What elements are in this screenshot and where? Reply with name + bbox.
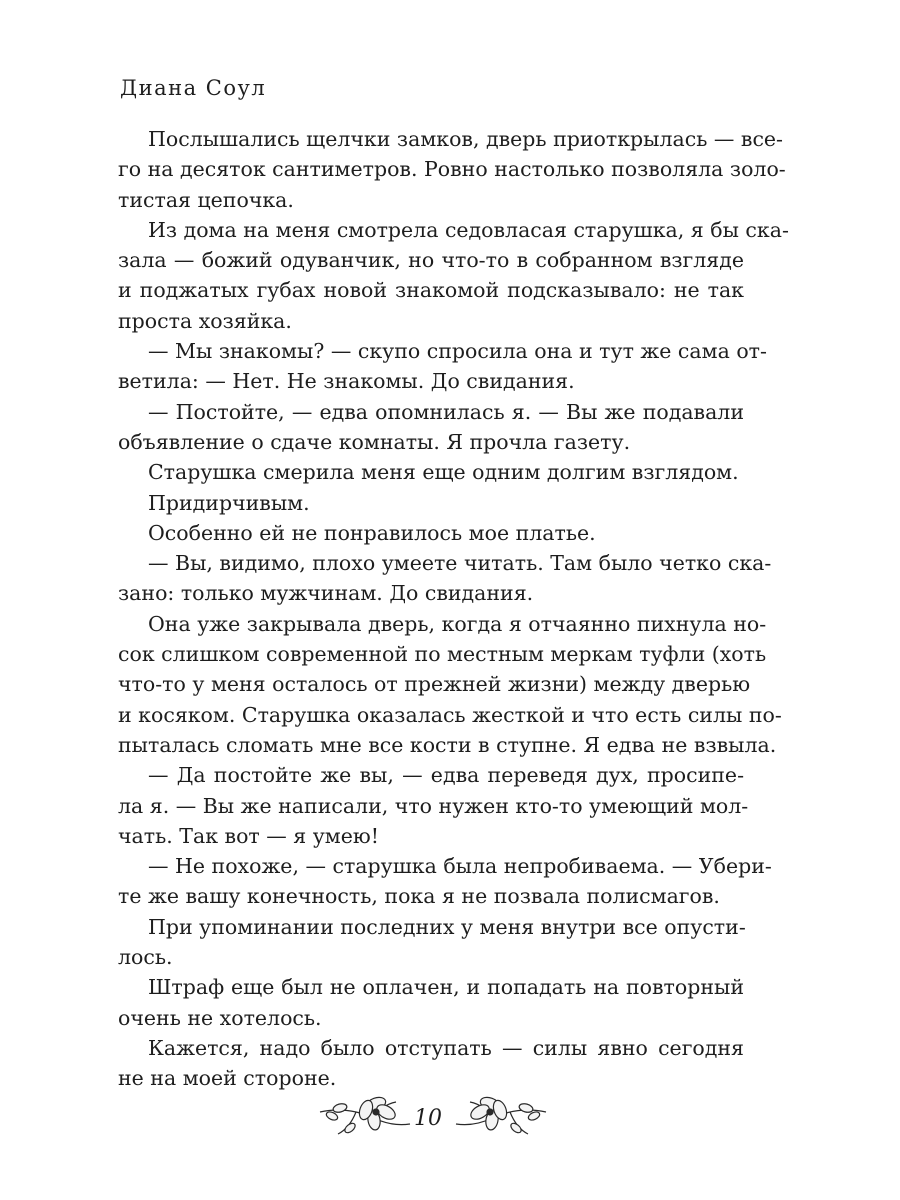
text-line: Особенно ей не понравилось мое платье. xyxy=(148,520,596,545)
text-line: ветила: — Нет. Не знакомы. До свидания. xyxy=(118,369,575,394)
running-header-author: Диана Соул xyxy=(120,76,267,100)
magnolia-branch-icon xyxy=(316,1082,412,1142)
text-line: пыталась сломать мне все кости в ступне. Я едва не взвыла. xyxy=(118,732,777,757)
text-line: очень не хотелось. xyxy=(118,1005,322,1030)
text-line: — Вы, видимо, плохо умеете читать. Там было четко ска- xyxy=(148,551,772,576)
text-line: те же вашу конечность, пока я не позвала полисмагов. xyxy=(118,884,720,909)
text-line: Придирчивым. xyxy=(148,490,310,515)
text-line: зала — божий одуванчик, но что-то в собранном взгляде xyxy=(118,248,744,273)
text-line: проста хозяйка. xyxy=(118,308,292,333)
text-line: При упоминании последних у меня внутри все опусти- xyxy=(148,914,746,939)
text-line: — Не похоже, — старушка была непробиваема. — Убери- xyxy=(148,854,772,879)
text-line: не на моей стороне. xyxy=(118,1066,337,1091)
text-line: лось. xyxy=(118,945,173,970)
page-number: 10 xyxy=(414,1106,442,1131)
text-line: Кажется, надо было отступать — силы явно сегодня xyxy=(148,1035,744,1060)
text-line: — Постойте, — едва опомнилась я. — Вы же подавали xyxy=(148,399,744,424)
text-line: — Да постойте же вы, — едва переведя дух, просипе- xyxy=(148,763,744,788)
text-line: и поджатых губах новой знакомой подсказывало: не так xyxy=(118,278,744,303)
magnolia-branch-icon xyxy=(454,1082,550,1142)
text-line: чать. Так вот — я умею! xyxy=(118,823,379,848)
text-line: Послышались щелчки замков, дверь приоткрылась — все- xyxy=(148,127,783,151)
text-line: Она уже закрывала дверь, когда я отчаянно пихнула но- xyxy=(148,611,767,636)
text-line: тистая цепочка. xyxy=(118,187,294,212)
text-line: и косяком. Старушка оказалась жесткой и что есть силы по- xyxy=(118,702,782,727)
text-line: объявление о сдаче комнаты. Я прочла газету. xyxy=(118,429,631,454)
text-line: зано: только мужчинам. До свидания. xyxy=(118,581,534,606)
text-line: — Мы знакомы? — скупо спросила она и тут же сама от- xyxy=(148,339,767,364)
body-text xyxy=(118,124,789,1094)
text-line: го на десяток сантиметров. Ровно настолько позволяла золо- xyxy=(118,157,786,182)
text-line: что-то у меня осталось от прежней жизни) между дверью xyxy=(118,672,751,697)
text-line: Штраф еще был не оплачен, и попадать на повторный xyxy=(148,975,744,1000)
text-line: Старушка смерила меня еще одним долгим взглядом. xyxy=(148,460,739,485)
page-footer xyxy=(0,1076,900,1146)
text-line: ла я. — Вы же написали, что нужен кто-то умеющий мол- xyxy=(118,793,749,818)
text-line: Из дома на меня смотрела седовласая старушка, я бы ска- xyxy=(148,217,789,242)
text-line: сок слишком современной по местным меркам туфли (хоть xyxy=(118,642,767,667)
